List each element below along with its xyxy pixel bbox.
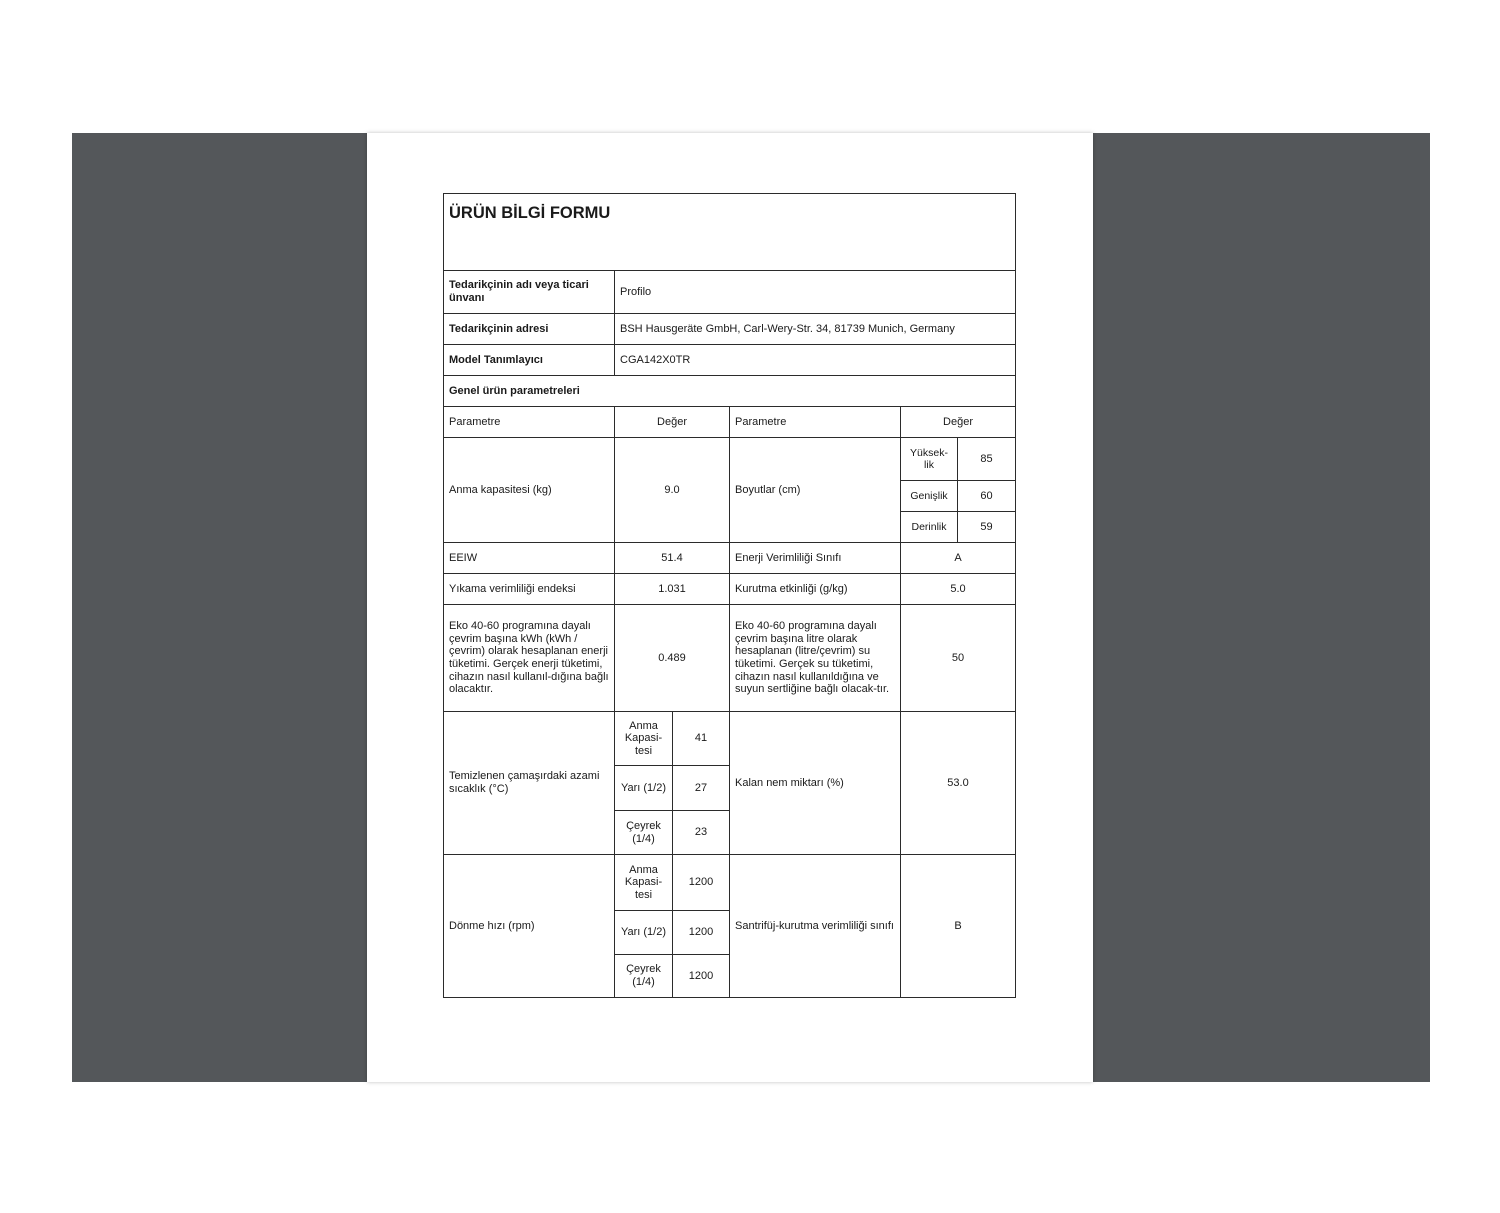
energy-consumption-value: 0.489 (615, 605, 730, 712)
spin-quarter-label: Çeyrek (1/4) (615, 955, 673, 998)
height-label: Yüksek-lik (901, 438, 958, 481)
max-temp-half-value: 27 (673, 766, 730, 811)
dimensions-label: Boyutlar (cm) (730, 438, 901, 543)
width-label: Genişlik (901, 481, 958, 512)
capacity-label: Anma kapasitesi (kg) (444, 438, 615, 543)
document-viewer (72, 133, 1430, 1082)
max-temp-half-label: Yarı (1/2) (615, 766, 673, 811)
supplier-address-value: BSH Hausgeräte GmbH, Carl-Wery-Str. 34, 81739 Munich, Germany (615, 314, 1016, 345)
document-page (367, 133, 1093, 1082)
model-label: Model Tanımlayıcı (444, 345, 615, 376)
supplier-name-label: Tedarikçinin adı veya ticari ünvanı (444, 271, 615, 314)
model-value: CGA142X0TR (615, 345, 1016, 376)
spin-class-label: Santrifüj-kurutma verimliliği sınıfı (730, 855, 901, 998)
drying-value: 5.0 (901, 574, 1016, 605)
form-title: ÜRÜN BİLGİ FORMU (444, 194, 1016, 271)
drying-label: Kurutma etkinliği (g/kg) (730, 574, 901, 605)
water-consumption-label: Eko 40-60 programına dayalı çevrim başına litre olarak hesaplanan (litre/çevrim) su tüketimi. Gerçek su tüketimi, cihazın nasıl kullanıldığına ve suyun sertliğine bağlı olacak-tır. (730, 605, 901, 712)
height-value: 85 (958, 438, 1016, 481)
depth-value: 59 (958, 512, 1016, 543)
supplier-address-label: Tedarikçinin adresi (444, 314, 615, 345)
eeiw-value: 51.4 (615, 543, 730, 574)
max-temp-quarter-label: Çeyrek (1/4) (615, 811, 673, 855)
energy-class-label: Enerji Verimliliği Sınıfı (730, 543, 901, 574)
spin-half-label: Yarı (1/2) (615, 911, 673, 955)
energy-consumption-label: Eko 40-60 programına dayalı çevrim başına kWh (kWh / çevrim) olarak hesaplanan enerji tüketimi. Gerçek enerji tüketimi, cihazın nasıl kullanıl-dığına bağlı olacaktır. (444, 605, 615, 712)
spin-half-value: 1200 (673, 911, 730, 955)
water-consumption-value: 50 (901, 605, 1016, 712)
header-parameter-2: Parametre (730, 407, 901, 438)
moisture-label: Kalan nem miktarı (%) (730, 712, 901, 855)
wash-index-label: Yıkama verimliliği endeksi (444, 574, 615, 605)
moisture-value: 53.0 (901, 712, 1016, 855)
header-value: Değer (615, 407, 730, 438)
spin-full-value: 1200 (673, 855, 730, 911)
depth-label: Derinlik (901, 512, 958, 543)
energy-class-value: A (901, 543, 1016, 574)
max-temp-label: Temizlenen çamaşırdaki azami sıcaklık (°C) (444, 712, 615, 855)
spin-quarter-value: 1200 (673, 955, 730, 998)
product-info-table (443, 193, 1016, 998)
header-parameter: Parametre (444, 407, 615, 438)
header-value-2: Değer (901, 407, 1016, 438)
max-temp-quarter-value: 23 (673, 811, 730, 855)
capacity-value: 9.0 (615, 438, 730, 543)
wash-index-value: 1.031 (615, 574, 730, 605)
spin-full-label: Anma Kapasi-tesi (615, 855, 673, 911)
width-value: 60 (958, 481, 1016, 512)
max-temp-full-label: Anma Kapasi-tesi (615, 712, 673, 766)
spin-class-value: B (901, 855, 1016, 998)
spin-speed-label: Dönme hızı (rpm) (444, 855, 615, 998)
eeiw-label: EEIW (444, 543, 615, 574)
supplier-name-value: Profilo (615, 271, 1016, 314)
max-temp-full-value: 41 (673, 712, 730, 766)
section-title: Genel ürün parametreleri (444, 376, 1016, 407)
